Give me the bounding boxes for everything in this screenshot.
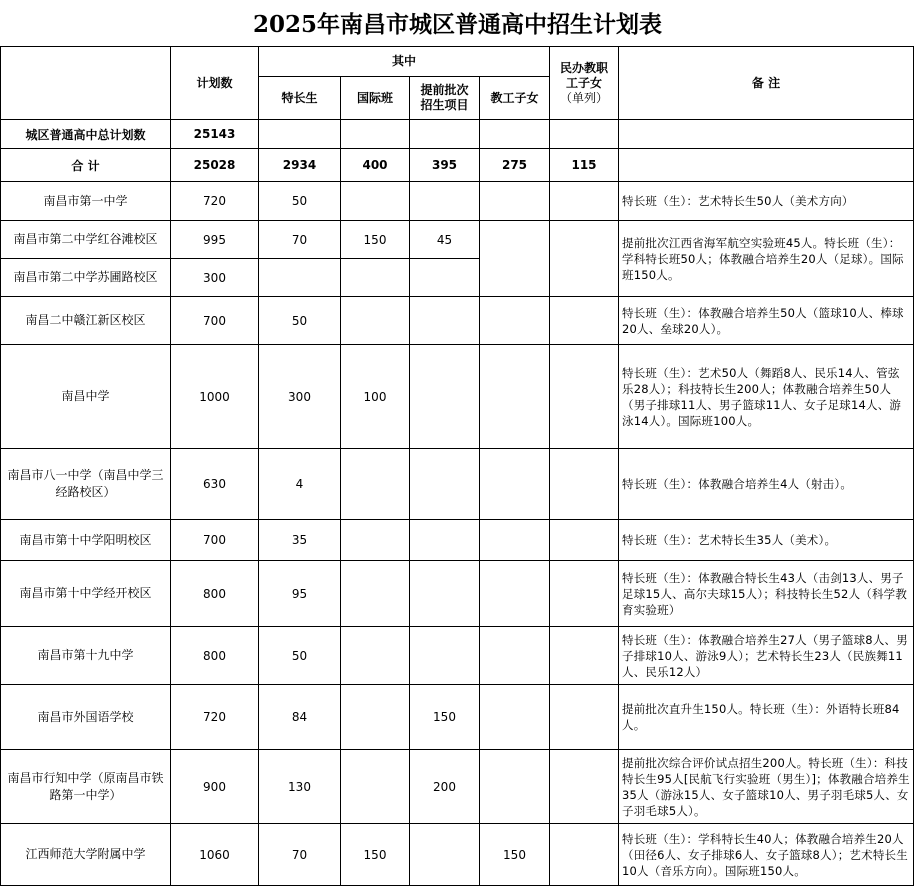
- specialty-count: 84: [259, 685, 341, 750]
- table-row: [1, 182, 914, 221]
- remark: 特长班（生）：学科特长生40人；体教融合培养生20人（田径6人、女子排球6人、女子篮球8人）；艺术特长生10人（音乐方向）。国际班150人。: [619, 824, 914, 886]
- remark: 特长班（生）：体教融合特长生43人（击剑13人、男子足球15人、高尔夫球15人）；科技特长生52人（科学教育实验班）: [619, 561, 914, 627]
- table-row: [1, 824, 914, 886]
- specialty-count: 300: [259, 345, 341, 449]
- school-name: 南昌市外国语学校: [1, 685, 171, 750]
- school-name: 南昌市第十九中学: [1, 627, 171, 685]
- table-row: [1, 685, 914, 750]
- school-name: 南昌市八一中学（南昌中学三经路校区）: [1, 449, 171, 520]
- early-batch-count: 45: [410, 221, 480, 259]
- header-school-cell: [1, 47, 171, 120]
- specialty-count: 70: [259, 824, 341, 886]
- sum-label: 合 计: [1, 149, 171, 182]
- sum-international: 400: [341, 149, 410, 182]
- planned-count: 630: [171, 449, 259, 520]
- total-plan-label: 城区普通高中总计划数: [1, 120, 171, 149]
- table-row: [1, 297, 914, 345]
- remark: 提前批次江西省海军航空实验班45人。特长班（生）：学科特长班50人；体教融合培养生20人（足球）。国际班150人。: [619, 221, 914, 297]
- page-title: 2025年南昌市城区普通高中招生计划表: [252, 11, 662, 38]
- header-planned-count: 计划数: [171, 47, 259, 120]
- table-row: [1, 221, 914, 259]
- header-remarks: 备 注: [619, 47, 914, 120]
- school-name: 南昌市第一中学: [1, 182, 171, 221]
- specialty-count: 50: [259, 627, 341, 685]
- remark: 特长班（生）：体教融合培养生50人（篮球10人、棒球20人、垒球20人）。: [619, 297, 914, 345]
- table-row: [1, 750, 914, 824]
- table-row: [1, 627, 914, 685]
- remark: 特长班（生）：体教融合培养生4人（射击）。: [619, 449, 914, 520]
- specialty-count: 4: [259, 449, 341, 520]
- planned-count: 1060: [171, 824, 259, 886]
- international-count: 150: [341, 221, 410, 259]
- header-international-class: 国际班: [341, 77, 410, 120]
- remark: 特长班（生）：体教融合培养生27人（男子篮球8人、男子排球10人、游泳9人）；艺术特长生23人（民族舞11人、民乐12人）: [619, 627, 914, 685]
- table-row: [1, 561, 914, 627]
- remark: 提前批次综合评价试点招生200人。特长班（生）：科技特长生95人[民航飞行实验班（男生）]；体教融合培养生35人（游泳15人、女子篮球10人、男子羽毛球5人、女子羽毛球5人）。: [619, 750, 914, 824]
- early-batch-count: 150: [410, 685, 480, 750]
- header-specialty-students: 特长生: [259, 77, 341, 120]
- sum-early-batch: 395: [410, 149, 480, 182]
- sum-private-staff: 115: [550, 149, 619, 182]
- header-private-staff-line1: 民办教职: [560, 60, 609, 75]
- staff-children-count: 150: [480, 824, 550, 886]
- school-name: 江西师范大学附属中学: [1, 824, 171, 886]
- planned-count: 1000: [171, 345, 259, 449]
- school-name: 南昌市第二中学红谷滩校区: [1, 221, 171, 259]
- sum-planned: 25028: [171, 149, 259, 182]
- planned-count: 800: [171, 627, 259, 685]
- header-early-batch: [410, 77, 480, 120]
- school-name: 南昌市第二中学苏圃路校区: [1, 259, 171, 297]
- planned-count: 900: [171, 750, 259, 824]
- international-count: 100: [341, 345, 410, 449]
- planned-count: 720: [171, 685, 259, 750]
- specialty-count: 50: [259, 182, 341, 221]
- planned-count: 995: [171, 221, 259, 259]
- specialty-count: 95: [259, 561, 341, 627]
- specialty-count: 50: [259, 297, 341, 345]
- table-row: [1, 449, 914, 520]
- early-batch-count: 200: [410, 750, 480, 824]
- school-name: 南昌中学: [1, 345, 171, 449]
- header-staff-children: 教工子女: [480, 77, 550, 120]
- school-name: 南昌二中赣江新区校区: [1, 297, 171, 345]
- table-row: [1, 520, 914, 561]
- planned-count: 800: [171, 561, 259, 627]
- header-private-staff-children: [550, 47, 619, 120]
- specialty-count: 70: [259, 221, 341, 259]
- sum-specialty: 2934: [259, 149, 341, 182]
- header-private-staff-line2: 工子女: [566, 75, 603, 90]
- header-of-which: 其中: [259, 47, 550, 77]
- total-plan-value: 25143: [171, 120, 259, 149]
- school-name: 南昌市行知中学（原南昌市铁路第一中学）: [1, 750, 171, 824]
- planned-count: 720: [171, 182, 259, 221]
- enrollment-plan-table: [0, 46, 914, 886]
- planned-count: 700: [171, 520, 259, 561]
- planned-count: 300: [171, 259, 259, 297]
- remark: 特长班（生）：艺术特长生50人（美术方向）: [619, 182, 914, 221]
- sum-staff-children: 275: [480, 149, 550, 182]
- school-name: 南昌市第十中学经开校区: [1, 561, 171, 627]
- remark: 提前批次直升生150人。特长班（生）：外语特长班84人。: [619, 685, 914, 750]
- header-private-staff-line3: （单列）: [560, 90, 609, 105]
- school-name: 南昌市第十中学阳明校区: [1, 520, 171, 561]
- remark: 特长班（生）：艺术50人（舞蹈8人、民乐14人、管弦乐28人）；科技特长生200人；体教融合培养生50人（男子排球11人、男子篮球11人、女子足球14人、游泳14人）。国际班100人。: [619, 345, 914, 449]
- header-early-batch-line1: 提前批次: [420, 83, 469, 97]
- specialty-count: 35: [259, 520, 341, 561]
- table-row: [1, 345, 914, 449]
- remark: 特长班（生）：艺术特长生35人（美术）。: [619, 520, 914, 561]
- international-count: 150: [341, 824, 410, 886]
- specialty-count: 130: [259, 750, 341, 824]
- planned-count: 700: [171, 297, 259, 345]
- header-early-batch-line2: 招生项目: [420, 98, 469, 112]
